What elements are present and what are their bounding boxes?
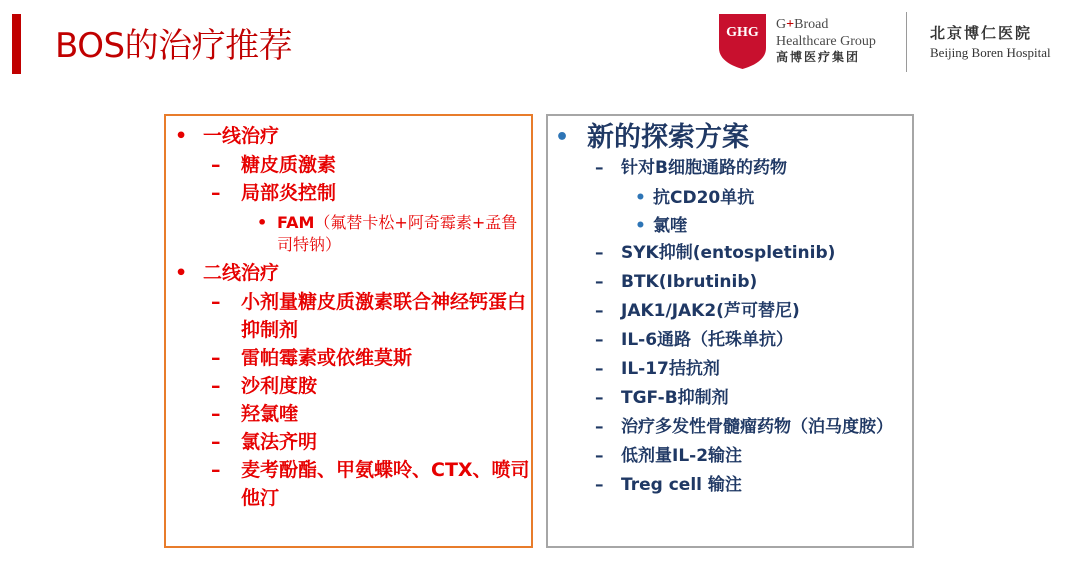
list-item-second-line: • 二线治疗 <box>175 259 530 288</box>
dash-icon: – <box>211 459 221 481</box>
list-item: – 治疗多发性骨髓瘤药物（泊马度胺） <box>595 417 893 437</box>
dash-icon: – <box>595 272 604 292</box>
dash-icon: – <box>211 347 221 369</box>
list-item: – JAK1/JAK2(芦可替尼) <box>595 301 800 321</box>
list-item-fam: • FAM（氟替卡松+阿奇霉素+孟鲁司特钠） <box>257 213 518 254</box>
brand-line3: 高博医疗集团 <box>776 50 861 64</box>
dash-icon: – <box>595 301 604 321</box>
list-item: – 糖皮质激素 <box>175 151 530 179</box>
bullet-icon: • <box>257 213 268 232</box>
left-treatment-list <box>175 122 530 512</box>
list-item: – 沙利度胺 <box>175 372 530 400</box>
dash-icon: – <box>211 403 221 425</box>
hospital-name-en: Beijing Boren Hospital <box>930 45 1051 60</box>
list-item: – Treg cell 输注 <box>595 475 742 495</box>
brand-block <box>776 17 876 65</box>
list-heading: • 新的探索方案 <box>555 120 910 156</box>
hospital-name-cn: 北京博仁医院 <box>930 26 1033 42</box>
list-item-first-line: • 一线治疗 <box>175 122 530 151</box>
hospital-block <box>930 24 1051 62</box>
header-divider <box>906 12 907 72</box>
dash-icon: – <box>595 330 604 350</box>
bullet-icon: • <box>635 188 646 208</box>
dash-icon: – <box>595 446 604 466</box>
bullet-icon: • <box>635 216 646 236</box>
dash-icon: – <box>595 158 604 178</box>
list-item: – 局部炎控制 <box>175 179 530 207</box>
brand-line2: Healthcare Group <box>776 34 876 49</box>
dash-icon: – <box>595 417 604 437</box>
list-item: – 雷帕霉素或依维莫斯 <box>175 344 530 372</box>
dash-icon: – <box>211 154 221 176</box>
dash-icon: – <box>595 475 604 495</box>
list-item: – BTK(Ibrutinib) <box>595 272 758 292</box>
title-accent-bar <box>12 14 21 74</box>
list-item: – IL-17拮抗剂 <box>595 359 720 379</box>
dash-icon: – <box>211 375 221 397</box>
dash-icon: – <box>211 431 221 453</box>
dash-icon: – <box>211 182 221 204</box>
list-item: – TGF-B抑制剂 <box>595 388 729 408</box>
list-item: – 针对B细胞通路的药物 <box>595 158 787 178</box>
brand-plus-icon: + <box>786 17 795 32</box>
logo-text: GHG <box>726 25 759 40</box>
dash-icon: – <box>595 359 604 379</box>
list-item: – 麦考酚酯、甲氨蝶呤、CTX、喷司他汀 <box>175 456 530 512</box>
slide-title: BOS的治疗推荐 <box>55 26 293 66</box>
dash-icon: – <box>595 243 604 263</box>
bullet-icon: • <box>175 125 188 147</box>
list-subitem: • 抗CD20单抗 <box>635 188 755 208</box>
dash-icon: – <box>595 388 604 408</box>
right-exploration-list <box>555 120 910 504</box>
list-item: – 低剂量IL-2输注 <box>595 446 743 466</box>
list-item: – SYK抑制(entospletinib) <box>595 243 836 263</box>
brand-line1: G+Broad <box>776 17 829 32</box>
bullet-icon: • <box>555 125 570 150</box>
list-item: – 小剂量糖皮质激素联合神经钙蛋白抑制剂 <box>175 288 530 344</box>
ghg-logo-icon <box>717 12 768 70</box>
list-subitem: • 氯喹 <box>635 216 687 236</box>
dash-icon: – <box>211 291 221 313</box>
list-item: – 羟氯喹 <box>175 400 530 428</box>
list-item: – 氯法齐明 <box>175 428 530 456</box>
list-item: – IL-6通路（托珠单抗） <box>595 330 794 350</box>
bullet-icon: • <box>175 262 188 284</box>
